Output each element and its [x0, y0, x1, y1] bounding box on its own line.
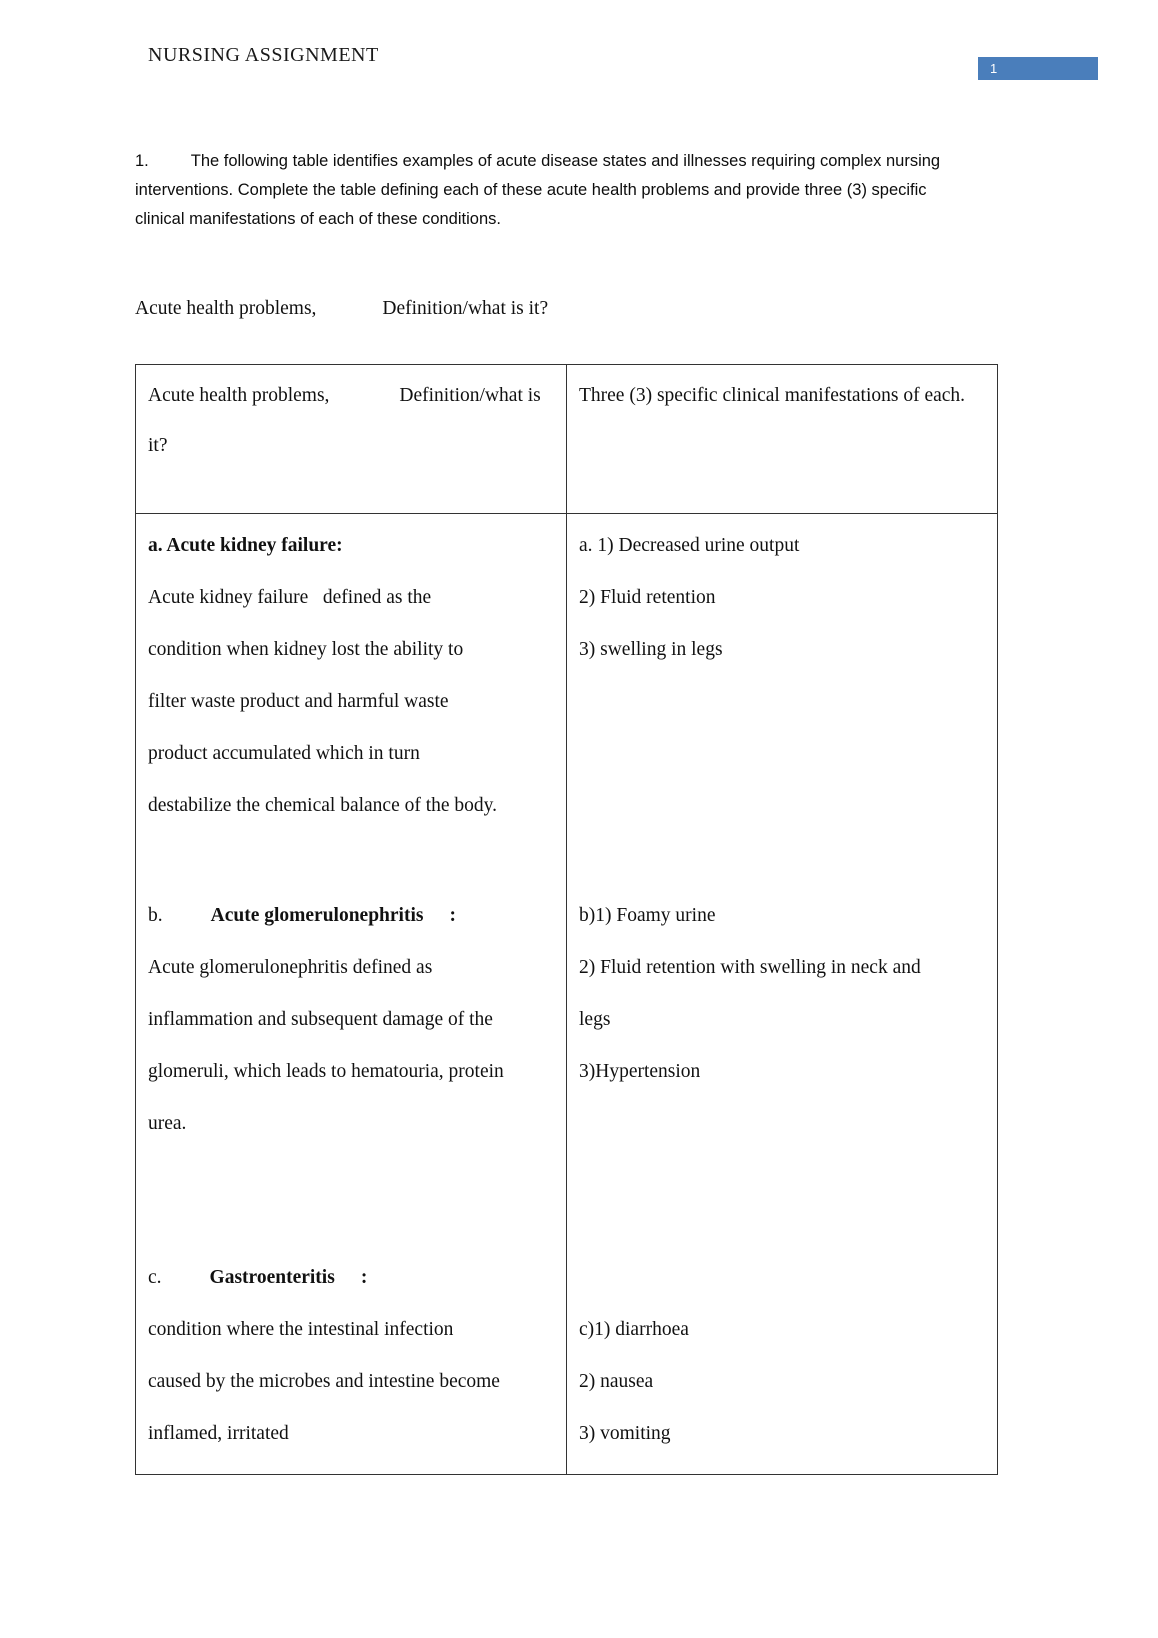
definition-line: inflammation and subsequent damage of the: [148, 1008, 493, 1030]
manifestation-line: 2) Fluid retention: [579, 586, 716, 608]
manifestation-line: c)1) diarrhoea: [579, 1318, 689, 1340]
definition-text: [148, 572, 556, 832]
manifestation-line: 2) nausea: [579, 1370, 654, 1392]
pre-table-caption-right: Definition/what is it?: [382, 297, 549, 319]
manifestations-text: [579, 520, 987, 676]
definition-line: caused by the microbes and intestine become: [148, 1370, 500, 1392]
definition-line: condition where the intestinal infection: [148, 1318, 454, 1340]
manifestation-line: 3)Hypertension: [579, 1060, 701, 1082]
definition-text: [148, 1304, 556, 1460]
condition-heading: [148, 1252, 556, 1304]
condition-name: Acute glomerulonephritis: [210, 904, 424, 926]
manifestations-cell: [567, 513, 998, 884]
definition-line: Acute kidney failure defined as the: [148, 586, 432, 608]
definition-line: product accumulated which in turn: [148, 742, 420, 764]
definition-text: [148, 942, 556, 1150]
page-number-badge: [978, 57, 1098, 80]
condition-heading: [148, 890, 556, 942]
pre-table-caption: [135, 296, 998, 322]
definition-line: glomeruli, which leads to hematouria, protein: [148, 1060, 504, 1082]
manifestation-line: b)1) Foamy urine: [579, 904, 716, 926]
intro-number: 1.: [135, 151, 149, 170]
intro-text: The following table identifies examples of acute disease states and illnesses requiring complex nursing interventions. Complete the table defining each of these acute health problems and provide three (3) specific clinical manifestations of each of these conditions.: [135, 151, 941, 228]
condition-colon: :: [360, 1266, 368, 1288]
manifestations-cell: [567, 1246, 998, 1475]
definition-line: inflamed, irritated: [148, 1422, 289, 1444]
pre-table-caption-left: Acute health problems,: [135, 297, 317, 319]
assignment-table: [135, 364, 998, 1475]
manifestations-text: [579, 890, 987, 1098]
manifestation-line: legs: [579, 1008, 611, 1030]
header-col1-left: Acute health problems,: [148, 384, 330, 406]
condition-name: a. Acute kidney failure:: [148, 534, 343, 556]
manifestation-line: a. 1) Decreased urine output: [579, 534, 800, 556]
definition-cell: [136, 1246, 567, 1475]
condition-name: Gastroenteritis: [209, 1266, 335, 1288]
table-row: [136, 1246, 998, 1475]
definition-line: condition when kidney lost the ability to: [148, 638, 464, 660]
manifestation-line: 2) Fluid retention with swelling in neck and: [579, 956, 921, 978]
page-number: 1: [990, 61, 998, 76]
manifestations-text: [579, 1304, 987, 1460]
condition-heading: [148, 520, 556, 572]
manifestations-cell: [567, 884, 998, 1246]
header-col2-text: Three (3) specific clinical manifestations of each.: [579, 384, 966, 406]
definition-line: Acute glomerulonephritis defined as: [148, 956, 433, 978]
condition-letter: c.: [148, 1266, 162, 1288]
definition-cell: [136, 884, 567, 1246]
page-content: [135, 130, 998, 1475]
manifestation-line: 3) swelling in legs: [579, 638, 723, 660]
header-cell-problems: [136, 364, 567, 513]
definition-cell: [136, 513, 567, 884]
definition-line: filter waste product and harmful waste: [148, 690, 449, 712]
definition-line: urea.: [148, 1112, 187, 1134]
header-col1-right: Definition/what is it?: [148, 384, 541, 456]
table-header-row: [136, 364, 998, 513]
document-title: NURSING ASSIGNMENT: [148, 44, 379, 66]
header-cell-manifestations: [567, 364, 998, 513]
table-row: [136, 884, 998, 1246]
table-row: [136, 513, 998, 884]
condition-letter: b.: [148, 904, 163, 926]
intro-paragraph: [135, 147, 980, 234]
definition-line: destabilize the chemical balance of the body.: [148, 794, 498, 816]
manifestation-line: 3) vomiting: [579, 1422, 671, 1444]
condition-colon: :: [449, 904, 456, 926]
